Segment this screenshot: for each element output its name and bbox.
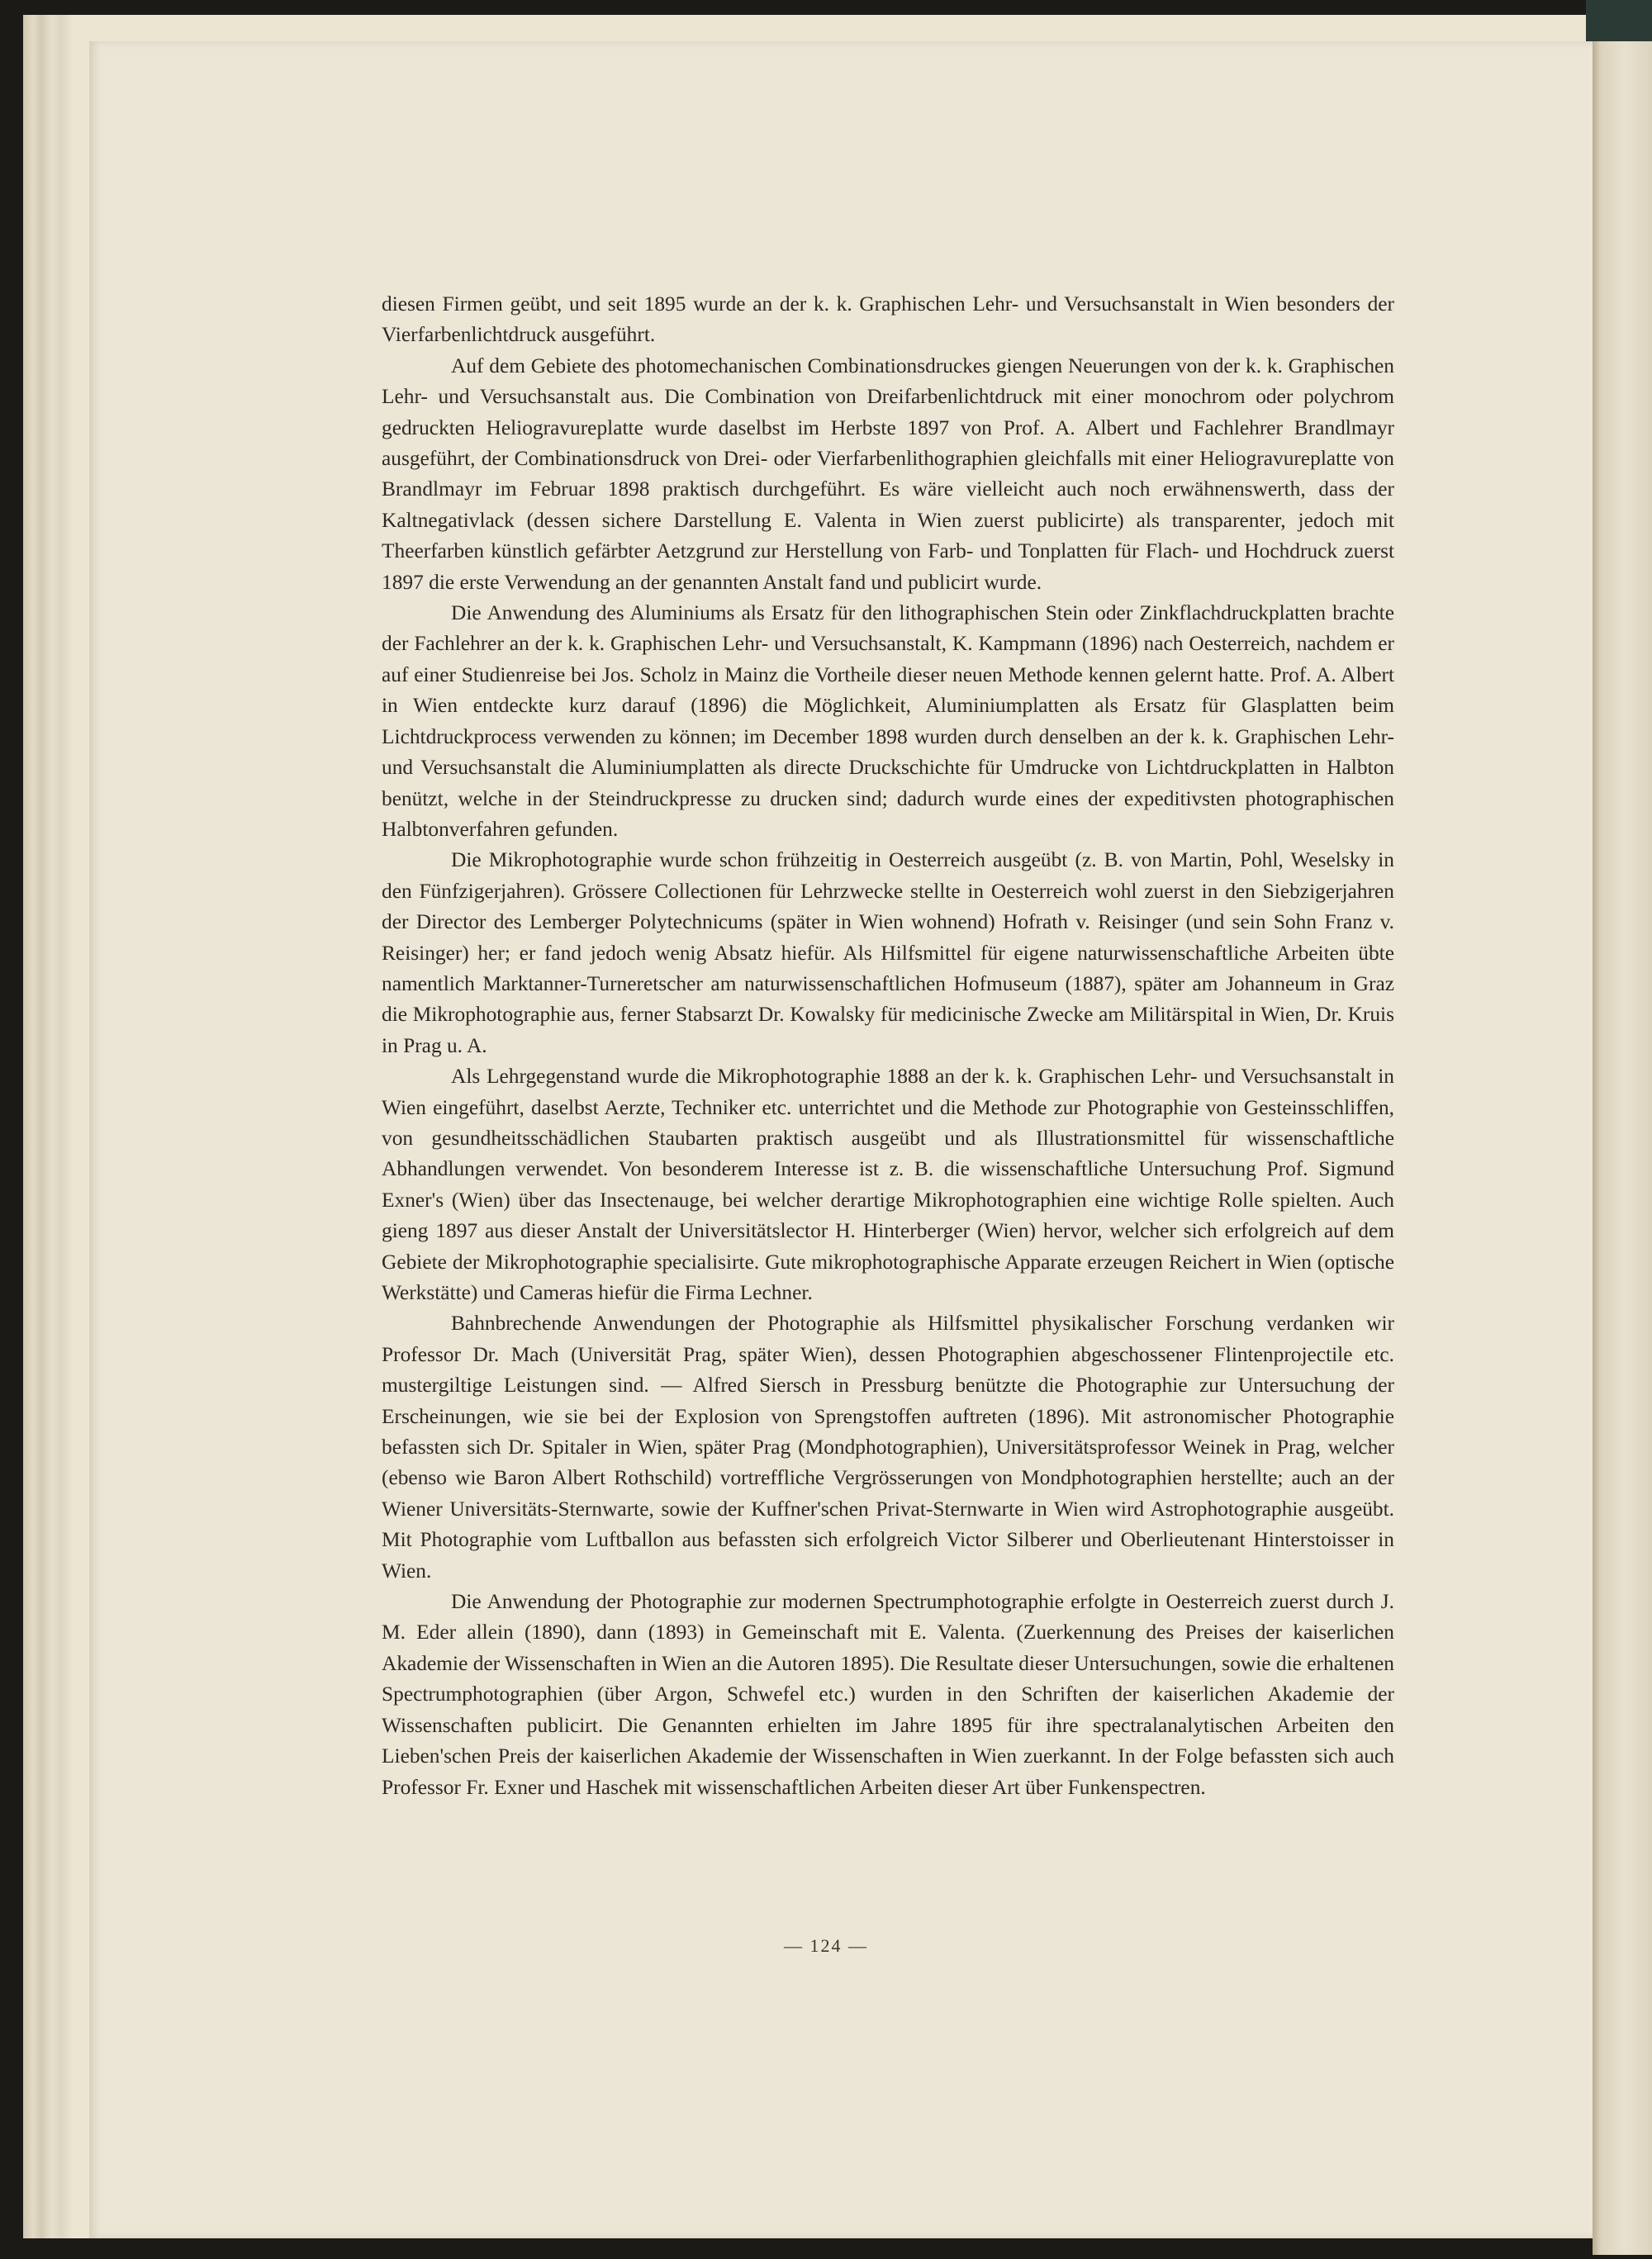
paragraph: Die Mikrophotographie wurde schon frühzeitig in Oesterreich ausgeübt (z. B. von Martin, Pohl, Weselsky in den Fünfzigerjahren). Grössere Collectionen für Lehrzwecke stellte in Oesterreich wohl zuerst in den Siebzigerjahren der Director des Lemberger Polytechnicums (später in Wien wohnend) Hofrath v. Reisinger (und sein Sohn Franz v. Reisinger) her; er fand jedoch wenig Absatz hiefür. Als Hilfsmittel für eigene naturwissenschaftliche Arbeiten übte namentlich Marktanner-Turneretscher am naturwissenschaftlichen Hofmuseum (1887), später am Johanneum in Graz die Mikrophotographie aus, ferner Stabsarzt Dr. Kowalsky für medicinische Zwecke am Militärspital in Wien, Dr. Kruis in Prag u. A.	[382, 848, 1394, 1057]
book-cover-corner	[1586, 0, 1652, 41]
body-text	[382, 289, 1394, 1803]
paragraph: diesen Firmen geübt, und seit 1895 wurde an der k. k. Graphischen Lehr- und Versuchsanstalt in Wien besonders der Vierfarbenlichtdruck ausgeführt.	[382, 292, 1394, 347]
paragraph: Bahnbrechende Anwendungen der Photographie als Hilfsmittel physikalischer Forschung verdanken wir Professor Dr. Mach (Universität Prag, später Wien), dessen Photographien abgeschossener Flintenprojectile etc. mustergiltige Leistungen sind. — Alfred Siersch in Pressburg benützte die Photographie zur Untersuchung der Erscheinungen, wie sie bei der Explosion von Sprengstoffen auftreten (1896). Mit astronomischer Photographie befassten sich Dr. Spitaler in Wien, später Prag (Mondphotographien), Universitätsprofessor Weinek in Prag, welcher (ebenso wie Baron Albert Rothschild) vortreffliche Vergrösserungen von Mondphotographien herstellte; auch an der Wiener Universitäts-Sternwarte, sowie der Kuffner'schen Privat-Sternwarte in Wien wird Astrophotographie ausgeübt. Mit Photographie vom Luftballon aus befassten sich erfolgreich Victor Silberer und Oberlieutenant Hinterstoisser in Wien.	[382, 1312, 1394, 1583]
paragraph: Die Anwendung der Photographie zur modernen Spectrumphotographie erfolgte in Oesterreich zuerst durch J. M. Eder allein (1890), dann (1893) in Gemeinschaft mit E. Valenta. (Zuerkennung des Preises der kaiserlichen Akademie der Wissenschaften in Wien an die Autoren 1895). Die Resultate dieser Untersuchungen, sowie die erhaltenen Spectrumphotographien (über Argon, Schwefel etc.) wurden in den Schriften der kaiserlichen Akademie der Wissenschaften publicirt. Die Genannten erhielten im Jahre 1895 für ihre spectralanalytischen Arbeiten den Lieben'schen Preis der kaiserlichen Akademie der Wissenschaften in Wien zuerkannt. In der Folge befassten sich auch Professor Fr. Exner und Haschek mit wissenschaftlichen Arbeiten dieser Art über Funkenspectren.	[382, 1590, 1394, 1799]
paragraph: Auf dem Gebiete des photomechanischen Combinationsdruckes giengen Neuerungen von der k. k. Graphischen Lehr- und Versuchsanstalt aus. Die Combination von Dreifarbenlichtdruck mit einer monochrom oder polychrom gedruckten Heliogravureplatte wurde daselbst im Herbste 1897 von Prof. A. Albert und Fachlehrer Brandlmayr ausgeführt, der Combinationsdruck von Drei- oder Vierfarbenlithographien gleichfalls mit einer Heliogravureplatte von Brandlmayr im Februar 1898 praktisch durchgeführt. Es wäre vielleicht auch noch erwähnenswerth, dass der Kaltnegativlack (dessen sichere Darstellung E. Valenta in Wien zuerst publicirte) als transparenter, jedoch mit Theerfarben künstlich gefärbter Aetzgrund zur Herstellung von Farb- und Tonplatten für Flach- und Hochdruck zuerst 1897 die erste Verwendung an der genannten Anstalt fand und publicirt wurde.	[382, 354, 1394, 594]
facing-page-edge	[1593, 33, 1652, 2255]
page-number: — 124 —	[784, 1935, 868, 1956]
paragraph: Als Lehrgegenstand wurde die Mikrophotographie 1888 an der k. k. Graphischen Lehr- und Versuchsanstalt in Wien eingeführt, daselbst Aerzte, Techniker etc. unterrichtet und die Methode zur Photographie von Gesteinsschliffen, von gesundheitsschädlichen Staubarten praktisch ausgeübt und als Illustrationsmittel für wissenschaftliche Abhandlungen verwendet. Von besonderem Interesse ist z. B. die wissenschaftliche Untersuchung Prof. Sigmund Exner's (Wien) über das Insectenauge, bei welcher derartige Mikrophotographien eine wichtige Rolle spielten. Auch gieng 1897 aus dieser Anstalt der Universitätslector H. Hinterberger (Wien) hervor, welcher sich erfolgreich auf dem Gebiete der Mikrophotographie specialisirte. Gute mikrophotographische Apparate erzeugen Reichert in Wien (optische Werkstätte) und Cameras hiefür die Firma Lechner.	[382, 1065, 1394, 1304]
paragraph: Die Anwendung des Aluminiums als Ersatz für den lithographischen Stein oder Zinkflachdruckplatten brachte der Fachlehrer an der k. k. Graphischen Lehr- und Versuchsanstalt, K. Kampmann (1896) nach Oesterreich, nachdem er auf einer Studienreise bei Jos. Scholz in Mainz die Vortheile dieser neuen Methode kennen gelernt hatte. Prof. A. Albert in Wien entdeckte kurz darauf (1896) die Möglichkeit, Aluminiumplatten als Ersatz für Glasplatten beim Lichtdruckprocess verwenden zu können; im December 1898 wurden durch denselben an der k. k. Graphischen Lehr- und Versuchsanstalt die Aluminiumplatten als directe Druckschichte für Umdrucke von Lichtdruckplatten in Halbton benützt, welche in der Steindruckpresse zu drucken sind; dadurch wurde eines der expeditivsten photographischen Halbtonverfahren gefunden.	[382, 601, 1394, 841]
